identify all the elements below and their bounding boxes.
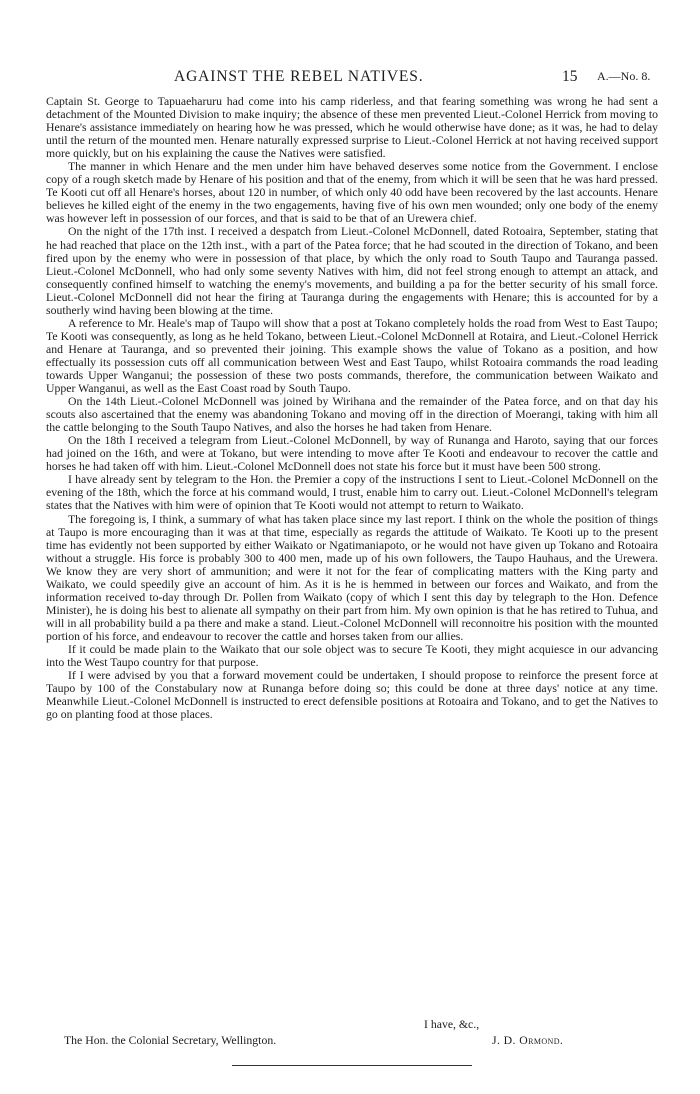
paragraph: I have already sent by telegram to the Hon. the Premier a copy of the instructions I sent to Lieut.-Colonel McDonnell on the evening of the 18th, which the force at his command would, I trust, enable him to carry out. Lieut.-Colonel McDonnell's telegram states that the Natives with him were of opinion that Te Kooti would not attempt to return to Waikato.: [46, 473, 658, 513]
document-reference: A.—No. 8.: [597, 69, 651, 83]
paragraph: On the 14th Lieut.-Colonel McDonnell was joined by Wirihana and the remainder of the Patea force, and on that day his scouts also ascertained that the enemy was abandoning Tokano and moving off in the direction of Moerangi, taking with him all the cattle belonging to the South Taupo Natives, and also the horses he had taken from Henare.: [46, 395, 658, 435]
signature: J. D. Ormond.: [492, 1034, 564, 1047]
paragraph: If I were advised by you that a forward movement could be undertaken, I should propose to reinforce the present force at Taupo by 100 of the Constabulary now at Runanga before doing so; this could be done at three days' notice at any time. Meanwhile Lieut.-Colonel McDonnell is instructed to erect defensible positions at Rotoaira and Tokano, and to get the Natives to go on planting food at those places.: [46, 669, 658, 722]
paragraph: If it could be made plain to the Waikato that our sole object was to secure Te Kooti, they might acquiesce in our advancing into the West Taupo country for that purpose.: [46, 642, 658, 670]
closing-phrase: I have, &c.,: [424, 1018, 480, 1031]
page-number: 15: [562, 68, 578, 85]
paragraph: The manner in which Henare and the men under him have behaved deserves some notice from the Government. I enclose copy of a rough sketch made by Henare of his position and that of the enemy, from which it will be seen that he was hard pressed. Te Kooti cut off all Henare's horses, about 120 in number, of which only 40 odd have been recovered by the last accounts. Henare believes he killed eight of the enemy in the two engagements, having five of his own men wounded; only one body of the enemy was however left in possession of our forces, and that is said to be that of an Urewera chief.: [46, 160, 658, 226]
addressee: The Hon. the Colonial Secretary, Wellington.: [64, 1034, 277, 1047]
closing-rule: [232, 1065, 472, 1066]
running-title: AGAINST THE REBEL NATIVES.: [174, 68, 424, 85]
body-text: [46, 95, 658, 721]
letter-signoff: [46, 1018, 658, 1058]
paragraph: A reference to Mr. Heale's map of Taupo will show that a post at Tokano completely holds the road from West to East Taupo; Te Kooti was consequently, as long as he held Tokano, between Lieut.-Colonel McDonnell at Rotaira, and Lieut.-Colonel Herrick and Henare at Tauranga, and so prevented their joining. This example shows the value of Tokano as a position, and how effectually its possession cuts off all communication between West and East Taupo, whilst Rotoaira commands the road leading towards Upper Wanganui; the possession of these two posts commands, therefore, the communication between Waikato and Upper Wanganui, as well as the East Coast road by South Taupo.: [46, 316, 658, 396]
page-header: [0, 68, 700, 90]
paragraph: On the night of the 17th inst. I received a despatch from Lieut.-Colonel McDonnell, dated Rotoaira, September, stating that he had reached that place on the 12th inst., with a part of the Patea force; that he had scouted in the direction of Tokano, and been fired upon by the enemy who were in possession of that place, by which the only road to South Taupo and Tauranga passed. Lieut.-Colonel McDonnell, who had only some seventy Natives with him, did not feel strong enough to attempt an attack, and consequently confined himself to watching the enemy's movements, and building a pa for the better security of his small force. Lieut.-Colonel McDonnell did not hear the firing at Tauranga during the engagements with Henare; this is accounted for by a southerly wind having been blowing at the time.: [46, 225, 658, 317]
paragraph: On the 18th I received a telegram from Lieut.-Colonel McDonnell, by way of Runanga and Haroto, saying that our forces had joined on the 16th, and were at Tokano, but were intending to move after Te Kooti and endeavour to recover the cattle and horses he had taken off with him. Lieut.-Colonel McDonnell does not state his force but it must have been 500 strong.: [46, 434, 658, 474]
paragraph: Captain St. George to Tapuaeharuru had come into his camp riderless, and that fearing something was wrong he had sent a detachment of the Mounted Division to make inquiry; the absence of these men prevented Lieut.-Colonel Herrick from moving to Henare's assistance immediately on hearing how he was pressed, which he would otherwise have done; as it was, he had to delay until the return of the mounted men. Henare naturally expressed surprise to Lieut.-Colonel Herrick at not having received support more quickly, but on his explaining the cause the Natives were satisfied.: [46, 95, 658, 161]
paragraph: The foregoing is, I think, a summary of what has taken place since my last report. I think on the whole the position of things at Taupo is more encouraging than it was at that time, especially as regards the attitude of Waikato. Te Kooti up to the present time has evidently not been supported by either Waikato or Ngatimaniapoto, or he would not have given up Tokano and Rotoaira without a struggle. His force is probably 300 to 400 men, made up of his own followers, the Taupo Hauhaus, and the Urewera. We know they are very short of ammunition; and were it not for the fear of complicating matters with the King party and Waikato, we could speedily give an account of him. As it is he is hemmed in between our forces and Waikato, and from the information received to-day through Dr. Pollen from Waikato (copy of which I sent this day by telegraph to the Hon. Defence Minister), he is doing his best to alienate all sympathy on their part from him. My own opinion is that he has retired to Tuhua, and will in all probability build a pa there and make a stand. Lieut.-Colonel McDonnell will reconnoitre his position with the mounted portion of his force, and endeavour to recover the cattle and horses taken from our allies.: [46, 512, 658, 643]
